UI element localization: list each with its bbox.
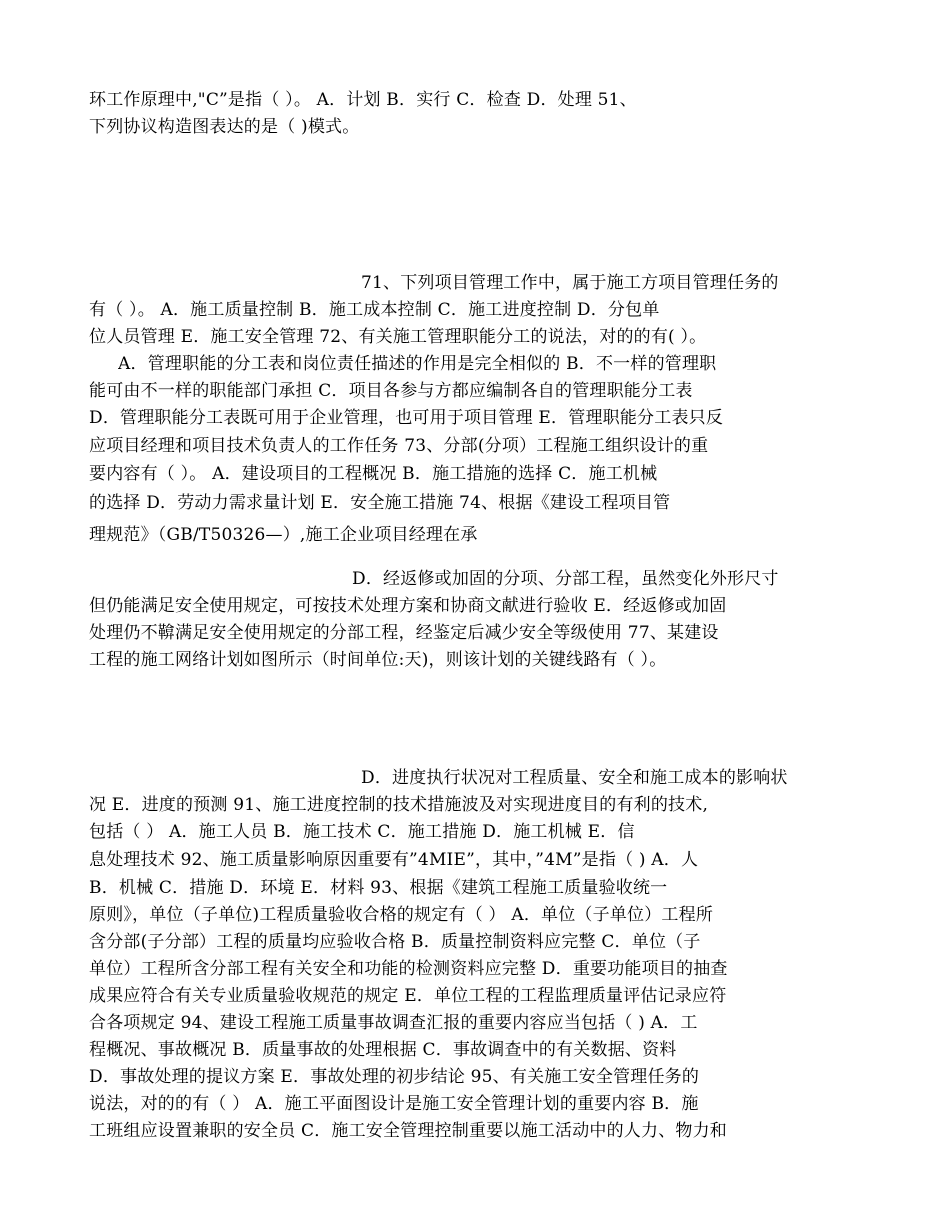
- text-line: 合各项规定 94、建设工程施工质量事故调查汇报的重要内容应当包括（ ) A．工: [89, 1013, 698, 1033]
- text-line: 71、下列项目管理工作中，属于施工方项目管理任务的: [361, 273, 779, 293]
- text-line: 原则》，单位（子单位)工程质量验收合格的规定有（ ） A．单位（子单位）工程所: [89, 905, 714, 925]
- text-line: 要内容有（ ）。 A．建设项目的工程概况 B．施工措施的选择 C．施工机械: [89, 464, 658, 484]
- text-line: 况 E．进度的预测 91、施工进度控制的技术措施波及对实现进度目的有利的技术,: [89, 795, 709, 815]
- text-line: 单位）工程所含分部工程有关安全和功能的检测资料应完整 D．重要功能项目的抽查: [89, 959, 728, 979]
- text-line: 能可由不一样的职能部门承担 C．项目各参与方都应编制各自的管理职能分工表: [89, 381, 693, 401]
- text-line: 但仍能满足安全使用规定，可按技术处理方案和协商文献进行验收 E．经返修或加固: [89, 596, 727, 616]
- text-line: 应项目经理和项目技术负责人的工作任务 73、分部(分项）工程施工组织设计的重: [89, 436, 709, 456]
- text-line: D．经返修或加固的分项、分部工程，虽然变化外形尺寸: [352, 569, 779, 589]
- text-line: 位人员管理 E．施工安全管理 72、有关施工管理职能分工的说法，对的的有( ）。: [89, 327, 707, 347]
- text-line: B．机械 C．措施 D．环境 E．材料 93、根据《建筑工程施工质量验收统一: [89, 878, 668, 898]
- text-line: D．进度执行状况对工程质量、安全和施工成本的影响状: [361, 768, 788, 788]
- text-line: 成果应符合有关专业质量验收规范的规定 E．单位工程的工程监理质量评估记录应符: [89, 986, 727, 1006]
- text-line: 处理仍不鞥满足安全使用规定的分部工程，经鉴定后减少安全等级使用 77、某建设: [89, 623, 719, 643]
- text-line: 息处理技术 92、施工质量影响原因重要有”4MIE”，其中，”4M”是指（ ) A．人: [89, 850, 699, 870]
- text-line: 工班组应设置兼职的安全员 C．施工安全管理控制重要以施工活动中的人力、物力和: [89, 1121, 728, 1141]
- text-line: 有（ ）。 A．施工质量控制 B．施工成本控制 C．施工进度控制 D．分包单: [89, 300, 660, 320]
- text-line: 说法，对的的有（ ） A．施工平面图设计是施工安全管理计划的重要内容 B．施: [89, 1094, 699, 1114]
- text-line: 理规范》（GB/T50326—）,施工企业项目经理在承: [89, 525, 478, 545]
- text-line: D．事故处理的提议方案 E．事故处理的初步结论 95、有关施工安全管理任务的: [89, 1067, 700, 1087]
- text-line: 程概况、事故概况 B．质量事故的处理根据 C．事故调查中的有关数据、资料: [89, 1040, 677, 1060]
- text-line: 环工作原理中,"C”是指（ ）。 A．计划 B．实行 C．检查 D．处理 51、: [89, 90, 637, 110]
- text-line: 含分部(子分部）工程的质量均应验收合格 B．质量控制资料应完整 C．单位（子: [89, 932, 701, 952]
- text-line: A．管理职能的分工表和岗位责任描述的作用是完全相似的 B．不一样的管理职: [118, 354, 717, 374]
- text-line: 工程的施工网络计划如图所示（时间单位:天)，则该计划的关键线路有（ ）。: [89, 650, 667, 670]
- text-line: 包括（ ） A．施工人员 B．施工技术 C．施工措施 D．施工机械 E．信: [89, 822, 635, 842]
- text-line: 的选择 D．劳动力需求量计划 E．安全施工措施 74、根据《建设工程项目管: [89, 493, 671, 513]
- text-line: D．管理职能分工表既可用于企业管理，也可用于项目管理 E．管理职能分工表只反: [89, 408, 724, 428]
- text-line: 下列协议构造图表达的是（ )模式。: [89, 117, 360, 137]
